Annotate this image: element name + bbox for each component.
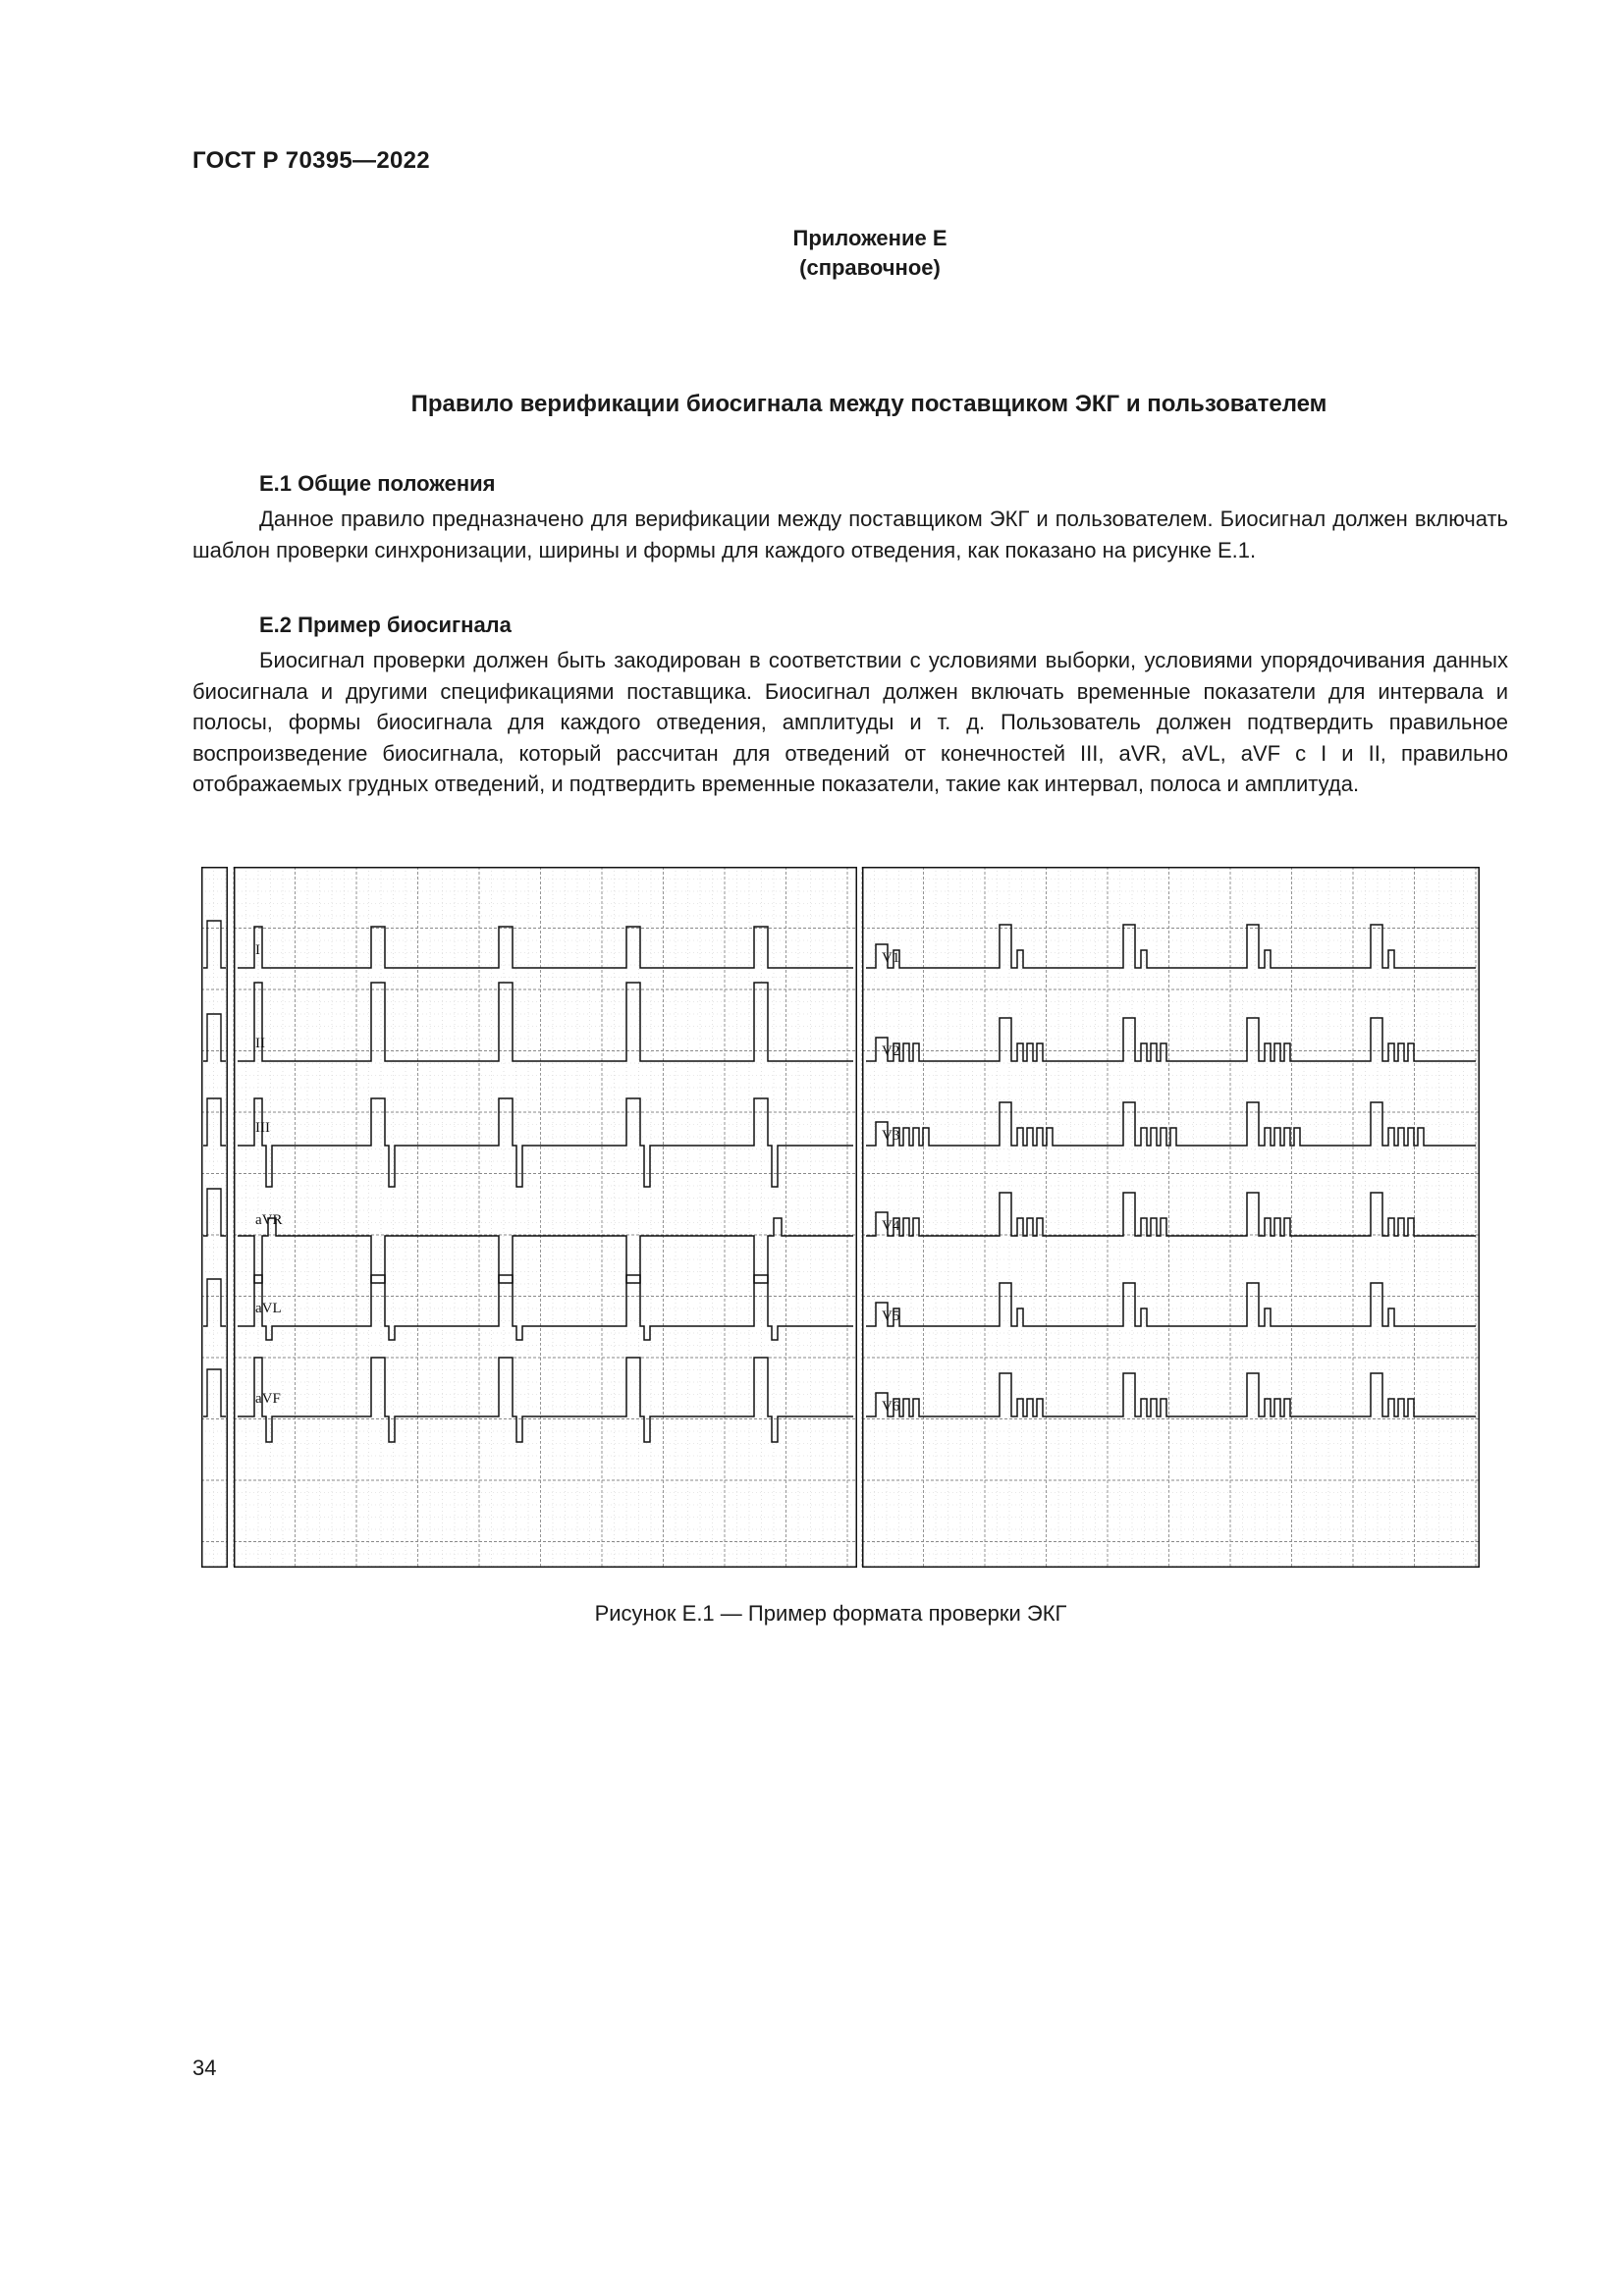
chest-trace-V2 <box>866 1018 1476 1061</box>
calibration-panel <box>202 868 228 1568</box>
chest-trace-V3 <box>866 1102 1476 1146</box>
lead-label-V3: V3 <box>882 1128 900 1144</box>
section-heading-e2: Е.2 Пример биосигнала <box>259 613 512 637</box>
calibration-grid <box>201 867 228 1568</box>
section-text-e2: Биосигнал проверки должен быть закодирован в соответствии с условиями выборки, условиями упорядочивания данных биосигнала и другими спецификациями поставщика. Биосигнал должен включать временные показатели для интервала и полосы, формы биосигнала для каждого отведения, амплитуды и т. д. Пользователь должен подтвердить правильное воспроизведение биосигнала, который рассчитан для отведений от конечностей III, aVR, aVL, aVF с I и II, правильно отображаемых грудных отведений, и подтвердить временные показатели, такие как интервал, полоса и амплитуда. <box>192 648 1508 796</box>
lead-label-V2: V2 <box>882 1043 900 1059</box>
lead-label-aVF: aVF <box>255 1391 281 1407</box>
chest-trace-V6 <box>866 1373 1476 1416</box>
limb-grid <box>234 867 857 1568</box>
limb-trace-aVR <box>238 1218 853 1283</box>
page-number: 34 <box>192 2056 217 2080</box>
appendix-heading <box>0 224 1624 283</box>
chest-trace-V4 <box>866 1193 1476 1236</box>
calibration-pulse-5 <box>203 1279 226 1326</box>
chest-trace-V1 <box>866 925 1476 968</box>
lead-label-V6: V6 <box>882 1399 900 1415</box>
figure-caption: Рисунок Е.1 — Пример формата проверки ЭКГ <box>594 1601 1067 1626</box>
lead-label-V1: V1 <box>882 950 900 966</box>
calibration-pulse-3 <box>203 1098 226 1146</box>
appendix-type: (справочное) <box>799 255 941 280</box>
section-heading-e1: Е.1 Общие положения <box>259 471 496 496</box>
lead-label-V5: V5 <box>882 1308 900 1324</box>
limb-trace-II <box>238 983 853 1061</box>
limb-trace-aVF <box>238 1358 853 1442</box>
ecg-figure <box>201 867 1480 1568</box>
lead-label-III: III <box>255 1120 270 1136</box>
ecg-check-format-chart <box>201 867 1480 1568</box>
lead-label-V4: V4 <box>882 1218 900 1234</box>
appendix-title: Приложение Е <box>792 226 947 250</box>
lead-label-I: I <box>255 942 260 958</box>
calibration-pulse-2 <box>203 1014 226 1061</box>
calibration-pulse-6 <box>203 1369 226 1416</box>
document-code: ГОСТ Р 70395—2022 <box>192 147 430 174</box>
lead-label-aVR: aVR <box>255 1212 283 1228</box>
lead-label-II: II <box>255 1036 265 1051</box>
section-text-e1: Данное правило предназначено для верификации между поставщиком ЭКГ и пользователем. Биосигнал должен включать шаблон проверки синхронизации, ширины и формы для каждого отведения, как показано на рисунке Е.1. <box>192 507 1508 562</box>
main-title: Правило верификации биосигнала между поставщиком ЭКГ и пользователем <box>410 391 1327 417</box>
limb-trace-aVL <box>238 1275 853 1340</box>
chest-grid <box>862 867 1480 1568</box>
chest-trace-V5 <box>866 1283 1476 1326</box>
chest-panel <box>863 868 1480 1568</box>
limb-panel <box>235 868 857 1568</box>
limb-trace-I <box>238 927 853 968</box>
lead-label-aVL: aVL <box>255 1301 282 1316</box>
calibration-pulse-4 <box>203 1189 226 1236</box>
